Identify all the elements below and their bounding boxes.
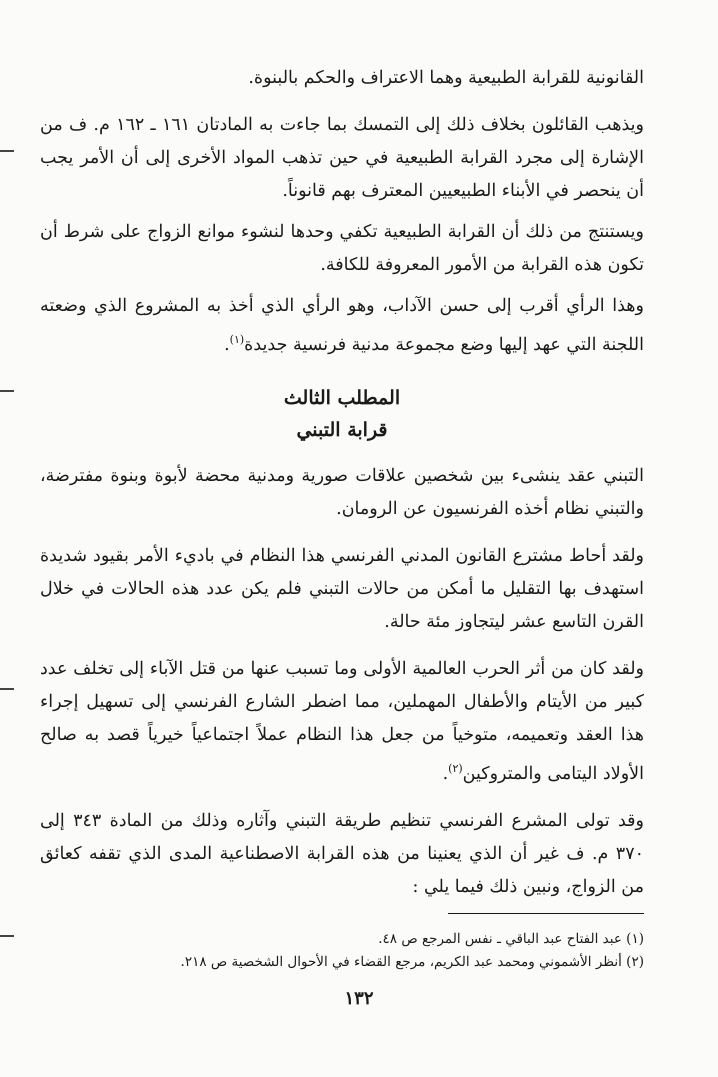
footnote: (٢) أنظر الأشموني ومحمد عبد الكريم، مرجع القضاء في الأحوال الشخصية ص ٢١٨.	[180, 954, 644, 970]
footnote: (١) عبد الفتاح عبد الباقي ـ نفس المرجع ص ٤٨.	[378, 931, 644, 947]
margin-mark	[0, 688, 14, 690]
footnote-mark: (٢)	[448, 761, 463, 775]
footnote-divider	[448, 913, 644, 914]
paragraph: ولقد كان من أثر الحرب العالمية الأولى وما تسبب عنها من قتل الآباء إلى تخلف عدد كبير من الأيتام والأطفال المهملين، مما اضطر الشارع الفرنسي إلى تسهيل إجراء هذا العقد وتعميمه، متوخياً من جعل هذا النظام عملاً اجتماعياً خيرياً قصد به صالح الأولاد اليتامى والمتروكين$^{(٢)}$.	[40, 658, 644, 784]
section-number: المطلب الثالث	[283, 386, 401, 409]
margin-mark	[0, 150, 14, 152]
page-body	[40, 62, 644, 904]
footnotes	[150, 928, 644, 974]
paragraph: وقد تولى المشرع الفرنسي تنظيم طريقة التبني وآثاره وذلك من المادة ٣٤٣ إلى ٣٧٠ م. ف غير أن الذي يعنينا من هذه القرابة الاصطناعية المدى الذي تقفه كعائق من الزواج، ونبين ذلك فيما يلي :	[40, 810, 644, 897]
footnote-mark: (١)	[229, 333, 245, 346]
section-heading	[40, 382, 644, 446]
page-number: ١٣٢	[344, 988, 374, 1009]
paragraph-text: وهذا الرأي أقرب إلى حسن الآداب، وهو الرأي الذي أخذ به المشروع الذي وضعته اللجنة التي عهد إليها وضع مجموعة مدنية فرنسية جديدة	[40, 296, 644, 355]
paragraph: التبني عقد ينشىء بين شخصين علاقات صورية ومدنية محضة لأبوة وبنوة مفترضة، والتبني نظام أخذه الفرنسيون عن الرومان.	[40, 465, 644, 519]
paragraph-text: ولقد كان من أثر الحرب العالمية الأولى وما تسبب عنها من قتل الآباء إلى تخلف عدد كبير من الأيتام والأطفال المهملين، مما اضطر الشارع الفرنسي إلى تسهيل إجراء هذا العقد وتعميمه، متوخياً من جعل هذا النظام عملاً اجتماعياً خيرياً قصد به صالح الأولاد اليتامى والمتروكين	[40, 658, 644, 784]
margin-mark	[0, 935, 14, 937]
paragraph: ويذهب القائلون بخلاف ذلك إلى التمسك بما جاءت به المادتان ١٦١ ـ ١٦٢ م. ف من الإشارة إلى مجرد القرابة الطبيعية في حين تذهب المواد الأخرى إلى أن الأمر يجب أن ينحصر في الأبناء الطبيعيين المعترف بهم قانوناً.	[40, 115, 644, 201]
paragraph: القانونية للقرابة الطبيعية وهما الاعتراف والحكم بالبنوة.	[248, 68, 644, 88]
margin-mark	[0, 390, 14, 392]
paragraph: وهذا الرأي أقرب إلى حسن الآداب، وهو الرأي الذي أخذ به المشروع الذي وضعته اللجنة التي عهد إليها وضع مجموعة مدنية فرنسية جديدة$^{(١)}$.	[40, 296, 644, 355]
section-title: قرابة التبني	[296, 418, 388, 441]
paragraph: ولقد أحاط مشترع القانون المدني الفرنسي هذا النظام في باديء الأمر بقيود شديدة استهدف بها التقليل ما أمكن من حالات التبني فلم يكن عدد هذه الحالات في خلال القرن التاسع عشر ليتجاوز مئة حالة.	[40, 545, 644, 632]
paragraph: ويستنتج من ذلك أن القرابة الطبيعية تكفي وحدها لنشوء موانع الزواج على شرط أن تكون هذه القرابة من الأمور المعروفة للكافة.	[40, 222, 644, 275]
